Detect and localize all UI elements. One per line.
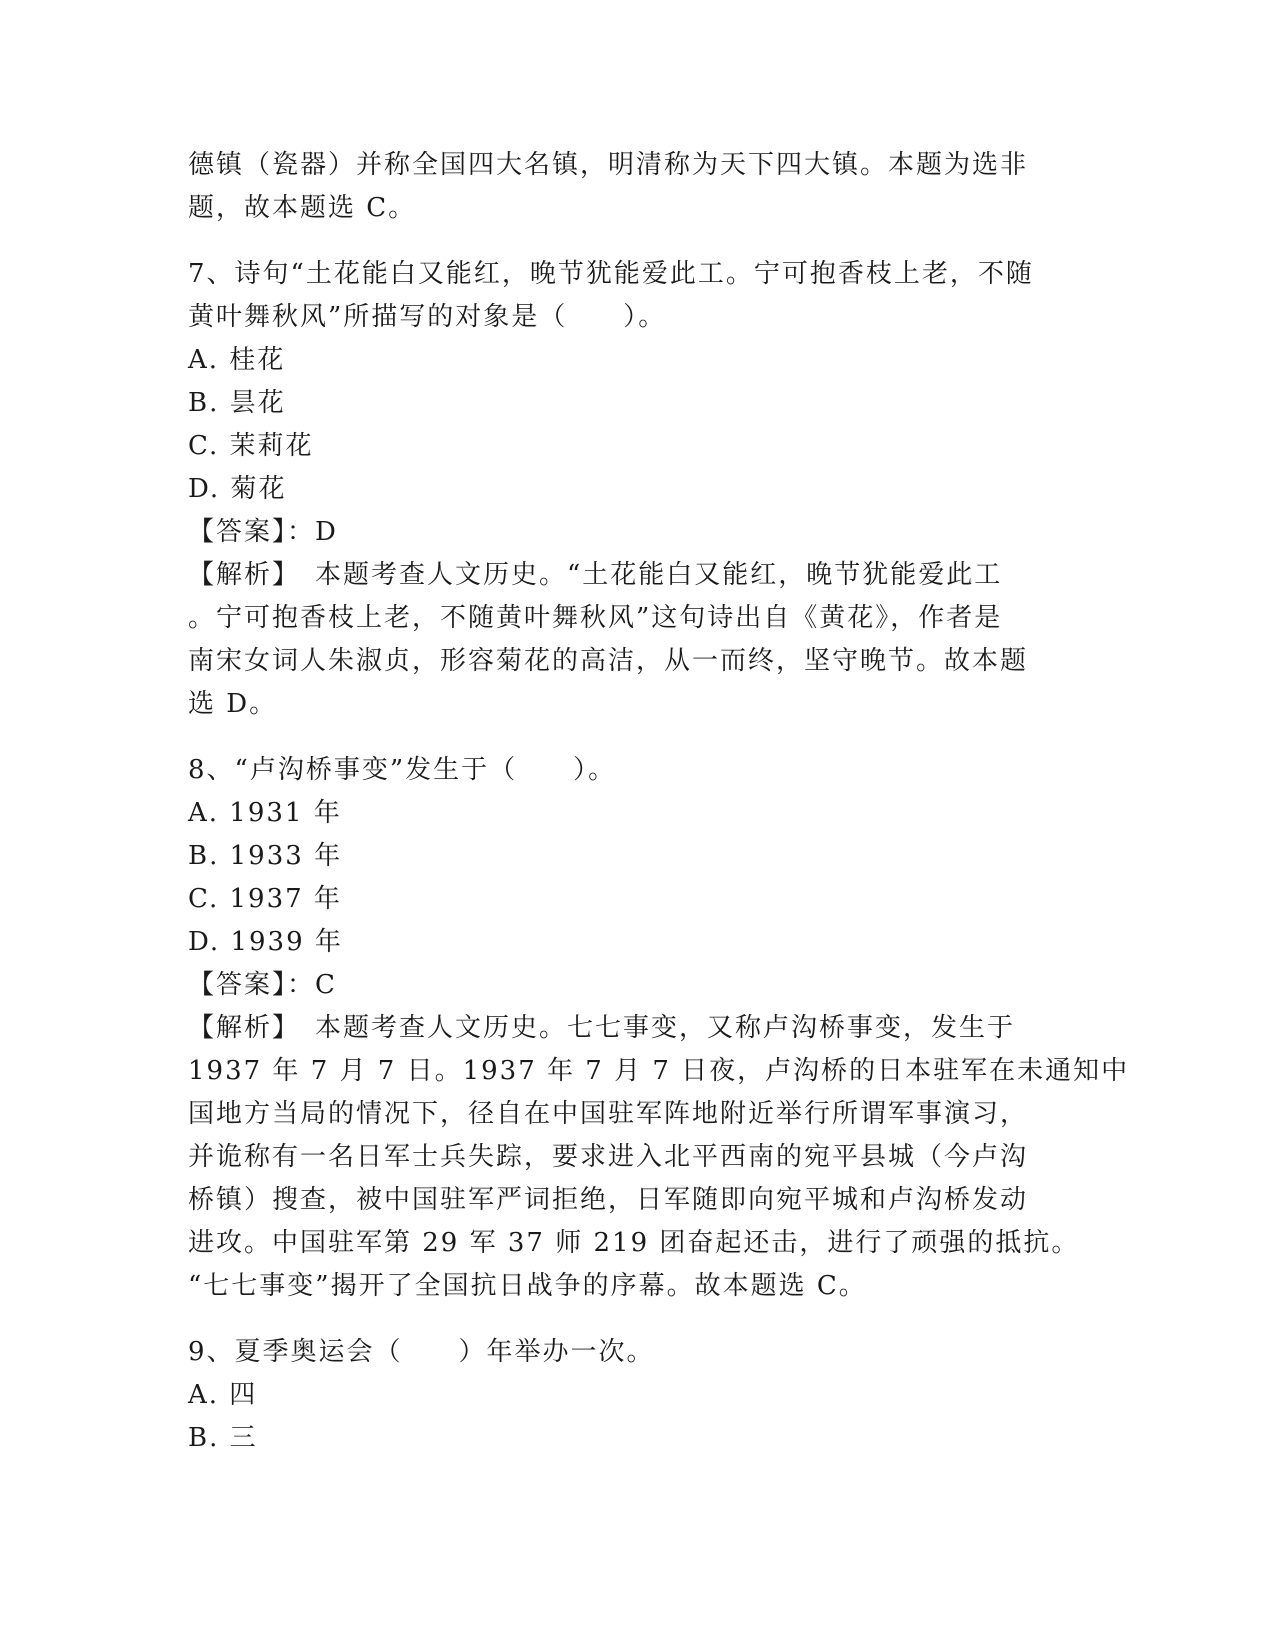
text-line: 题，故本题选 C。 (188, 193, 417, 223)
option-c: C. 茉莉花 (188, 431, 314, 461)
option-b: B. 1933 年 (188, 841, 343, 871)
question-stem: 黄叶舞秋风”所描写的对象是（ ）。 (188, 302, 667, 332)
option-c: C. 1937 年 (188, 884, 342, 914)
analysis-line: 并诡称有一名日军士兵失踪，要求进入北平西南的宛平县城（今卢沟 (188, 1142, 1029, 1172)
option-d: D. 1939 年 (188, 927, 343, 957)
analysis-line: 【解析】 本题考查人文历史。七七事变，又称卢沟桥事变，发生于 (188, 1013, 1016, 1043)
option-d: D. 菊花 (188, 474, 287, 504)
answer-line: 【答案】：D (188, 517, 338, 547)
analysis-line: 选 D。 (188, 689, 278, 719)
analysis-line: 进攻。中国驻军第 29 军 37 师 219 团奋起还击，进行了顽强的抵抗。 (188, 1228, 1080, 1258)
document-content (188, 144, 1130, 1460)
question-stem: 7、诗句“土花能白又能红，晚节犹能爱此工。宁可抱香枝上老，不随 (188, 259, 1034, 289)
option-a: A. 四 (188, 1380, 258, 1410)
option-b: B. 昙花 (188, 388, 286, 418)
option-b: B. 三 (188, 1423, 258, 1453)
option-a: A. 桂花 (188, 345, 286, 375)
analysis-line: 。宁可抱香枝上老，不随黄叶舞秋风”这句诗出自《黄花》，作者是 (188, 603, 1003, 633)
question-stem: 9、夏季奥运会（ ）年举办一次。 (188, 1337, 655, 1367)
option-a: A. 1931 年 (188, 798, 342, 828)
analysis-line: 南宋女词人朱淑贞，形容菊花的高洁，从一而终，坚守晚节。故本题 (188, 646, 1029, 676)
analysis-line: 国地方当局的情况下，径自在中国驻军阵地附近举行所谓军事演习， (188, 1099, 1029, 1129)
analysis-line: “七七事变”揭开了全国抗日战争的序幕。故本题选 C。 (188, 1271, 867, 1301)
question-7 (188, 253, 1068, 726)
analysis-line: 【解析】 本题考查人文历史。“土花能白又能红，晚节犹能爱此工 (188, 560, 1003, 590)
question-stem: 8、“卢沟桥事变”发生于（ ）。 (188, 755, 617, 785)
analysis-line: 1937 年 7 月 7 日。1937 年 7 月 7 日夜，卢沟桥的日本驻军在未通知中 (188, 1056, 1130, 1086)
question-8 (188, 749, 1130, 1308)
text-line: 德镇（瓷器）并称全国四大名镇，明清称为天下四大镇。本题为选非 (188, 150, 1029, 180)
analysis-line: 桥镇）搜查，被中国驻军严词拒绝，日军随即向宛平城和卢沟桥发动 (188, 1185, 1029, 1215)
intro-paragraph (188, 144, 1068, 230)
answer-line: 【答案】：C (188, 970, 337, 1000)
question-9 (188, 1331, 1068, 1460)
